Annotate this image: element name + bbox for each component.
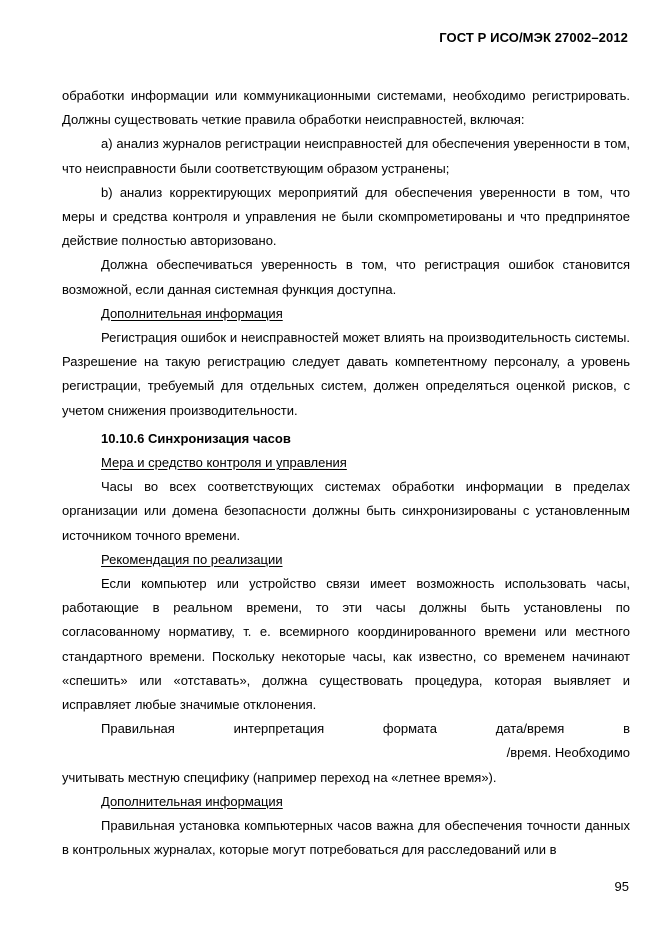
subheading-additional-info: Дополнительная информация bbox=[101, 305, 283, 321]
page-number: 95 bbox=[614, 879, 629, 894]
list-item-a: a) анализ журналов регистрации неисправностей для обеспечения уверенности в том, что неисправности были соответствующим образом устранены; bbox=[62, 136, 630, 176]
list-item-b: b) анализ корректирующих мероприятий для обеспечения уверенности в том, что меры и средства контроля и управления не были скомпрометированы и что предпринятое действие полностью авторизовано. bbox=[62, 184, 630, 249]
paragraph-error-logging: Должна обеспечиваться уверенность в том, что регистрация ошибок становится возможной, если данная системная функция доступна. bbox=[62, 257, 630, 297]
subheading-additional-info-2: Дополнительная информация bbox=[101, 793, 283, 809]
paragraph-clock-requirement: Часы во всех соответствующих системах обработки информации в пределах организации или домена безопасности должны быть синхронизированы с установленным источником точного времени. bbox=[62, 479, 630, 543]
paragraph-clock-accuracy: Правильная установка компьютерных часов важна для обеспечения точности данных в контрольных журналах, которые могут потребоваться для расследований или в bbox=[62, 818, 630, 858]
document-body bbox=[62, 84, 630, 863]
section-heading-clock-sync: 10.10.6 Синхронизация часов bbox=[101, 430, 291, 446]
paragraph-intro: обработки информации или коммуникационными системами, необходимо регистрировать. Должны существовать четкие правила обработки неисправностей, включая: bbox=[62, 88, 630, 128]
subheading-implementation: Рекомендация по реализации bbox=[101, 551, 283, 567]
document-header: ГОСТ Р ИСО/МЭК 27002–2012 bbox=[439, 30, 628, 45]
paragraph-local-specifics: учитывать местную специфику (например переход на «летнее время»). bbox=[62, 769, 497, 785]
paragraph-format-continuation: /время. Необходимо bbox=[506, 745, 630, 761]
paragraph-format-interpretation: Правильная интерпретация формата дата/время в bbox=[101, 721, 630, 737]
paragraph-implementation: Если компьютер или устройство связи имеет возможность использовать часы, работающие в реальном времени, то эти часы должны быть установлены по согласованному нормативу, т. е. всемирного координированного времени или местного стандартного времени. Поскольку некоторые часы, как известно, со временем начинают «спешить» или «отставать», должна существовать процедура, которая выявляет и исправляет любые значимые отклонения. bbox=[62, 576, 630, 713]
subheading-control-measure: Мера и средство контроля и управления bbox=[101, 455, 347, 471]
paragraph-performance: Регистрация ошибок и неисправностей может влиять на производительность системы. Разрешение на такую регистрацию следует давать компетентному персоналу, а уровень регистрации, требуемый для отдельных систем, должен определяться оценкой рисков, с учетом снижения производительности. bbox=[62, 330, 630, 418]
